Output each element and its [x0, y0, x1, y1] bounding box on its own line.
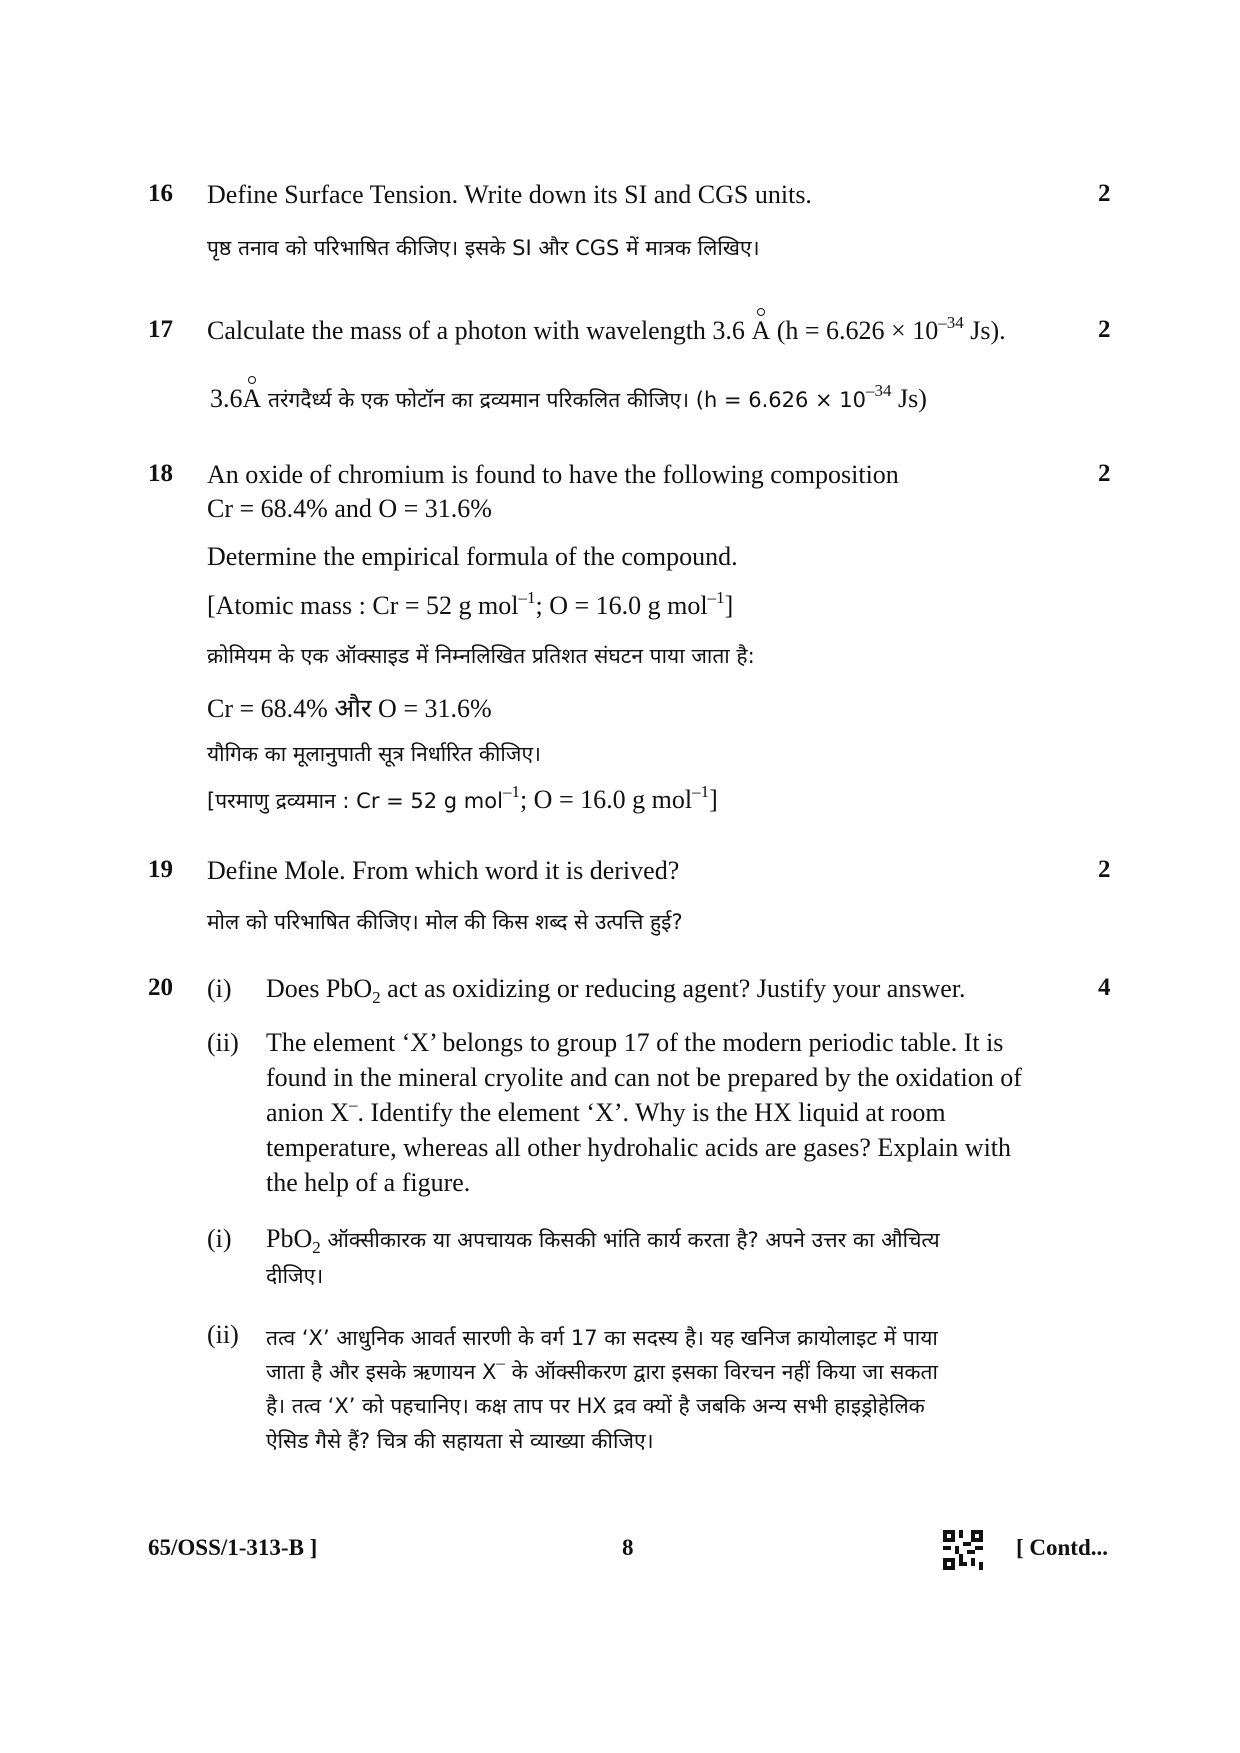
subpart-i-hindi-line2: दीजिए।: [266, 1264, 324, 1288]
subpart-ii-english-line2: found in the mineral cryolite and can not be prepared by the oxidation of: [266, 1063, 1022, 1092]
subpart-i-english: Does PbO$_2$ act as oxidizing or reducing agent? Justify your answer.: [266, 974, 966, 1007]
subpart-ii-english-line3: anion X–. Identify the element ‘X’. Why is the HX liquid at room: [266, 1095, 946, 1127]
subpart-ii-english-line1: The element ‘X’ belongs to group 17 of the modern periodic table. It is: [266, 1028, 1004, 1057]
marks: 2: [1098, 856, 1111, 883]
marks: 2: [1098, 180, 1111, 207]
marks: 4: [1098, 974, 1111, 1001]
question-number: 18: [148, 460, 173, 487]
subpart-ii-english-line5: the help of a figure.: [266, 1168, 471, 1197]
angstrom-symbol: A: [242, 384, 262, 413]
subpart-ii-hindi-line1: तत्व ‘X’ आधुनिक आवर्त सारणी के वर्ग 17 का सदस्य है। यह खनिज क्रायोलाइट में पाया: [266, 1326, 938, 1350]
question-number: 20: [148, 974, 173, 1001]
subpart-ii-hindi-line2: जाता है और इसके ऋणायन X– के ऑक्सीकरण द्वारा इसका विरचन नहीं किया जा सकता: [266, 1353, 938, 1384]
page-number: 8: [622, 1535, 634, 1560]
question-number: 19: [148, 856, 173, 883]
question-text-hindi: मोल को परिभाषित कीजिए। मोल की किस शब्द से उत्पत्ति हुई?: [207, 910, 683, 934]
instruction-english: Determine the empirical formula of the compound.: [207, 542, 738, 571]
subpart-ii-english-line4: temperature, whereas all other hydrohalic acids are gases? Explain with: [266, 1133, 1012, 1162]
subpart-label-i: (i): [207, 974, 232, 1003]
paper-code: 65/OSS/1-313-B ]: [148, 1535, 318, 1560]
subpart-label-i-hindi: (i): [207, 1224, 232, 1253]
subpart-ii-hindi-line4: ऐसिड गैसे हैं? चित्र की सहायता से व्याख्या कीजिए।: [266, 1429, 654, 1453]
qr-code-icon: [943, 1530, 983, 1570]
question-text-hindi: 3.6A तरंगदैर्ध्य के एक फोटॉन का द्रव्यमान परिकलित कीजिए। ($h = 6.626 \times 10^{-34}$ Js): [210, 381, 927, 413]
question-text-hindi: पृष्ठ तनाव को परिभाषित कीजिए। इसके SI और CGS में मात्रक लिखिए।: [207, 236, 760, 260]
composition-english: Cr = 68.4% and O = 31.6%: [207, 494, 492, 523]
atomic-mass-hindi: [परमाणु द्रव्यमान : Cr = 52 g mol$^{-1}$; O = 16.0 g mol$^{-1}$]: [207, 782, 718, 814]
question-text-english: Define Surface Tension. Write down its SI and CGS units.: [207, 180, 812, 209]
marks: 2: [1098, 460, 1111, 487]
question-text-english: Calculate the mass of a photon with wavelength 3.6 A ($h = 6.626 \times 10^{-34}$ Js).: [207, 313, 1006, 345]
question-number: 16: [148, 180, 173, 207]
subpart-label-ii-hindi: (ii): [207, 1320, 239, 1349]
question-number: 17: [148, 316, 173, 343]
question-text-english: An oxide of chromium is found to have the following composition: [207, 460, 899, 489]
instruction-hindi: यौगिक का मूलानुपाती सूत्र निर्धारित कीजिए।: [207, 742, 542, 766]
angstrom-symbol: A: [751, 316, 771, 345]
question-text-hindi: क्रोमियम के एक ऑक्साइड में निम्नलिखित प्रतिशत संघटन पाया जाता है:: [207, 644, 755, 668]
subpart-ii-hindi-line3: है। तत्व ‘X’ को पहचानिए। कक्ष ताप पर HX द्रव क्यों है जबकि अन्य सभी हाइड्रोहेलिक: [266, 1394, 925, 1418]
subpart-i-hindi-line1: PbO$_2$ ऑक्सीकारक या अपचायक किसकी भांति कार्य करता है? अपने उत्तर का औचित्य: [266, 1224, 940, 1257]
atomic-mass-english: [Atomic mass : Cr = 52 g mol$^{-1}$; O = 16.0 g mol$^{-1}$]: [207, 588, 734, 620]
marks: 2: [1098, 316, 1111, 343]
question-text-english: Define Mole. From which word it is derived?: [207, 856, 680, 885]
subpart-label-ii: (ii): [207, 1028, 239, 1057]
composition-hindi: Cr = 68.4% और O = 31.6%: [207, 694, 492, 723]
continued-label: [ Contd...: [1016, 1535, 1109, 1560]
